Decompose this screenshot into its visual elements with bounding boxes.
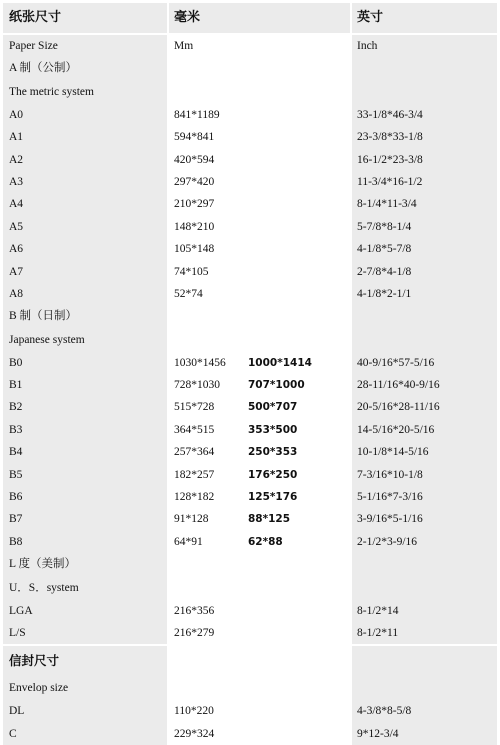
b-series-title: B 制（日制） <box>3 305 167 327</box>
size-inch: 9*12-3/4 <box>352 723 497 745</box>
table-row <box>3 396 497 418</box>
size-mm: 91*128 <box>174 513 209 526</box>
size-name: A5 <box>3 216 167 238</box>
size-mm: 297*420 <box>174 175 215 188</box>
table-row <box>3 126 497 148</box>
table-row <box>3 193 497 215</box>
size-mm-alt: 353*500 <box>248 423 298 436</box>
size-name: LGA <box>3 600 167 622</box>
size-mm-alt: 62*88 <box>248 535 283 548</box>
size-mm-alt: 88*125 <box>248 513 291 526</box>
section-row <box>3 80 497 104</box>
table-row <box>3 374 497 396</box>
b-series-subtitle: Japanese system <box>3 328 167 352</box>
size-mm-alt: 125*176 <box>248 491 298 504</box>
units-mm: Mm <box>174 40 194 52</box>
size-inch: 4-1/8*5-7/8 <box>352 238 497 260</box>
table-row <box>3 700 497 722</box>
header-millimeter: 毫米 <box>169 3 350 33</box>
table-row <box>3 508 497 530</box>
size-inch: 8-1/2*11 <box>352 622 497 644</box>
size-inch: 2-1/2*3-9/16 <box>352 531 497 553</box>
size-name: A6 <box>3 238 167 260</box>
size-mm: 216*279 <box>174 626 215 639</box>
size-mm: 182*257 <box>174 468 215 481</box>
size-inch: 5-1/16*7-3/16 <box>352 486 497 508</box>
size-mm-alt: 250*353 <box>248 446 298 459</box>
table-row <box>3 622 497 644</box>
size-name: B3 <box>3 419 167 441</box>
size-inch: 2-7/8*4-1/8 <box>352 261 497 283</box>
header-paper-size: 纸张尺寸 <box>3 3 167 33</box>
table-row <box>3 486 497 508</box>
table-row <box>3 441 497 463</box>
size-inch: 5-7/8*8-1/4 <box>352 216 497 238</box>
size-inch: 16-1/2*23-3/8 <box>352 149 497 171</box>
size-name: A0 <box>3 104 167 126</box>
us-series-subtitle: U．S．system <box>3 576 167 600</box>
size-mm-alt: 707*1000 <box>248 379 305 392</box>
table-row <box>3 600 497 622</box>
table-row <box>3 149 497 171</box>
a-series-subtitle: The metric system <box>3 80 167 104</box>
size-mm: 420*594 <box>174 153 215 166</box>
table-row <box>3 216 497 238</box>
size-inch: 20-5/16*28-11/16 <box>352 396 497 418</box>
table-row <box>3 238 497 260</box>
size-name: B7 <box>3 508 167 530</box>
size-name: B1 <box>3 374 167 396</box>
size-name: A4 <box>3 193 167 215</box>
size-mm: 52*74 <box>174 287 203 300</box>
size-inch: 8-1/4*11-3/4 <box>352 193 497 215</box>
a-series-title: A 制（公制） <box>3 57 167 79</box>
size-mm: 229*324 <box>174 727 215 740</box>
size-mm: 841*1189 <box>174 108 220 121</box>
size-inch: 23-3/8*33-1/8 <box>352 126 497 148</box>
section-row <box>3 328 497 352</box>
size-name: B8 <box>3 531 167 553</box>
envelope-title: 信封尺寸 <box>3 646 167 676</box>
section-row <box>3 305 497 327</box>
size-name: A3 <box>3 171 167 193</box>
table-row <box>3 104 497 126</box>
us-series-title: L 度（美制） <box>3 553 167 575</box>
units-label: Paper Size <box>3 35 167 57</box>
table-header-row <box>3 3 497 33</box>
size-name: B6 <box>3 486 167 508</box>
units-row <box>3 35 497 57</box>
size-name: A2 <box>3 149 167 171</box>
table-row <box>3 261 497 283</box>
section-row <box>3 57 497 79</box>
table-row <box>3 419 497 441</box>
size-inch: 11-3/4*16-1/2 <box>352 171 497 193</box>
table-row <box>3 352 497 374</box>
size-inch: 8-1/2*14 <box>352 600 497 622</box>
size-name: B2 <box>3 396 167 418</box>
size-mm-alt: 500*707 <box>248 401 298 414</box>
size-name: A8 <box>3 283 167 305</box>
size-mm: 728*1030 <box>174 379 220 392</box>
size-inch: 4-1/8*2-1/1 <box>352 283 497 305</box>
size-inch: 7-3/16*10-1/8 <box>352 464 497 486</box>
header-inch: 英寸 <box>352 3 497 33</box>
size-mm: 74*105 <box>174 265 209 278</box>
section-row <box>3 676 497 700</box>
size-name: B5 <box>3 464 167 486</box>
size-mm: 105*148 <box>174 243 215 256</box>
size-mm: 110*220 <box>174 705 214 718</box>
size-mm: 1030*1456 <box>174 356 226 369</box>
size-name: A1 <box>3 126 167 148</box>
section-row <box>3 646 497 676</box>
size-mm-alt: 176*250 <box>248 468 298 481</box>
size-mm: 515*728 <box>174 401 215 414</box>
table-row <box>3 464 497 486</box>
size-mm: 257*364 <box>174 446 215 459</box>
size-name: DL <box>3 700 167 722</box>
section-row <box>3 576 497 600</box>
paper-size-table <box>3 3 497 745</box>
size-mm-alt: 1000*1414 <box>248 356 312 369</box>
size-inch: 40-9/16*57-5/16 <box>352 352 497 374</box>
table-row <box>3 723 497 745</box>
size-mm: 594*841 <box>174 131 215 144</box>
table-row <box>3 171 497 193</box>
size-name: C <box>3 723 167 745</box>
size-name: B0 <box>3 352 167 374</box>
size-inch: 33-1/8*46-3/4 <box>352 104 497 126</box>
size-name: A7 <box>3 261 167 283</box>
size-inch: 4-3/8*8-5/8 <box>352 700 497 722</box>
envelope-subtitle: Envelop size <box>3 676 167 700</box>
size-mm: 64*91 <box>174 535 203 548</box>
section-row <box>3 553 497 575</box>
size-inch: 10-1/8*14-5/16 <box>352 441 497 463</box>
size-mm: 216*356 <box>174 604 215 617</box>
size-inch: 28-11/16*40-9/16 <box>352 374 497 396</box>
size-inch: 14-5/16*20-5/16 <box>352 419 497 441</box>
units-inch: Inch <box>352 35 497 57</box>
table-row <box>3 531 497 553</box>
size-mm: 210*297 <box>174 198 215 211</box>
size-name: L/S <box>3 622 167 644</box>
size-name: B4 <box>3 441 167 463</box>
size-mm: 148*210 <box>174 220 215 233</box>
size-mm: 364*515 <box>174 423 215 436</box>
size-inch: 3-9/16*5-1/16 <box>352 508 497 530</box>
size-mm: 128*182 <box>174 491 215 504</box>
table-row <box>3 283 497 305</box>
